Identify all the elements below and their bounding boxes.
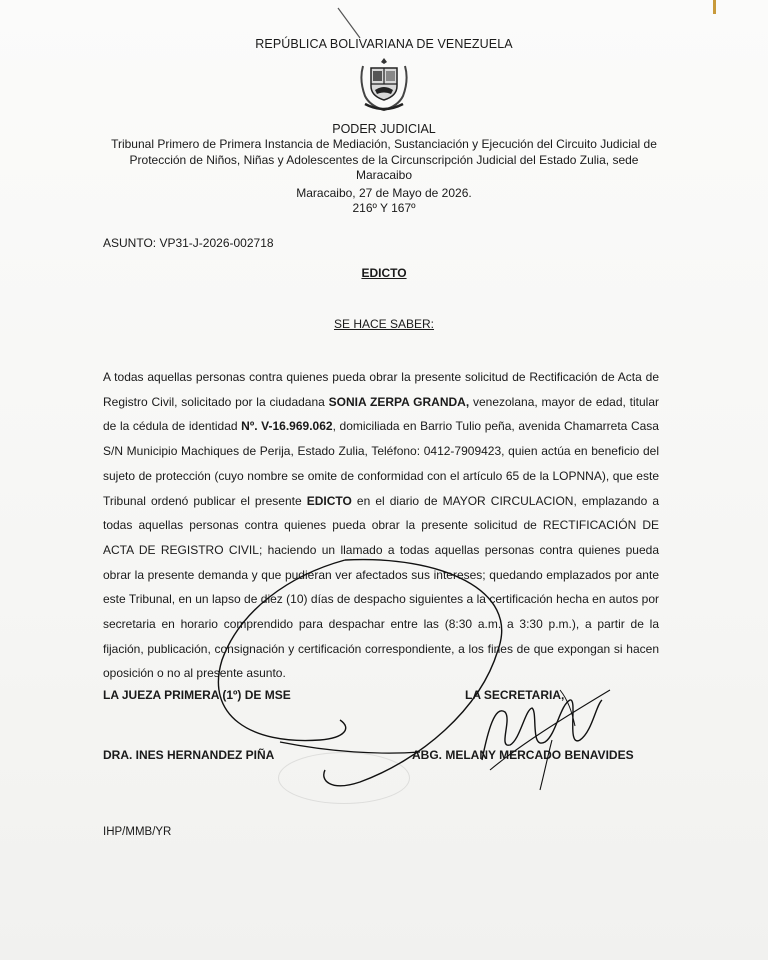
document-title: EDICTO: [361, 266, 407, 280]
edge-mark: [713, 0, 716, 14]
document-subtitle: SE HACE SABER:: [333, 317, 435, 331]
edicto-inline: EDICTO: [306, 493, 352, 508]
judge-title: LA JUEZA PRIMERA (1º) DE MSE: [103, 688, 291, 702]
body-text-1: A todas aquellas personas contra quienes pueda obrar la presente solicitud de Rectificación de Acta de Registro Civil, solicitado por la ciudadana: [103, 370, 659, 409]
poder-judicial-heading: PODER JUDICIAL: [332, 122, 436, 136]
body-text-3: , domiciliada en Barrio Tulio peña, avenida Chamarreta Casa S/N Municipio Machiques de Perija, Estado Zulia, Teléfono: 0412-7909423, quien actúa en beneficio del sujeto de protección (cuyo nombre se omite de conformidad con el artículo 65 de la LOPNNA), que este Tribunal ordenó publicar el presente: [103, 419, 659, 508]
tribunal-name: Tribunal Primero de Primera Instancia de Mediación, Sustanciación y Ejecución del Circuito Judicial de Protección de Niños, Niñas y Adolescentes de la Circunscripción Judicial del Estado Zulia, sede Maracaibo: [111, 137, 657, 182]
document-date: Maracaibo, 27 de Mayo de 2026.: [296, 186, 472, 200]
judge-name: DRA. INES HERNANDEZ PIÑA: [103, 748, 275, 762]
faded-stamp: [278, 752, 410, 804]
body-paragraph: [103, 365, 659, 686]
secretary-title: LA SECRETARIA,: [465, 688, 565, 702]
republica-heading: REPÚBLICA BOLIVARIANA DE VENEZUELA: [255, 37, 513, 51]
id-number: Nº. V-16.969.062: [241, 419, 333, 434]
secretary-name: ABG. MELANY MERCADO BENAVIDES: [412, 748, 634, 762]
case-number: ASUNTO: VP31-J-2026-002718: [103, 236, 274, 250]
era-years: 216º Y 167º: [352, 201, 416, 215]
applicant-name: SONIA ZERPA GRANDA,: [328, 394, 470, 409]
body-text-2: venezolana, mayor de edad, titular de la cédula de identidad: [103, 394, 660, 434]
body-text-4: en el diario de MAYOR CIRCULACION, emplazando a todas aquellas personas contra quienes pueda obrar la presente solicitud de RECTIFICACIÓN DE ACTA DE REGISTRO CIVIL; haciendo un llamado a todas aquellas personas contra quienes pueda obrar la presente demanda y que pudieran ver afectados sus intereses; quedando emplazados por ante este Tribunal, en un lapso de diez (10) días de despacho siguientes a la certificación hecha en autos por secretaria en horario comprendido para despachar entre las (8:30 a.m. a 3:30 p.m.), a partir de la fijación, publicación, consignación y certificación correspondiente, a los fines de que expongan si hacen oposición o no al presente asunto.: [103, 493, 659, 681]
coat-of-arms-icon: [353, 54, 415, 116]
document-initials: IHP/MMB/YR: [103, 826, 172, 838]
